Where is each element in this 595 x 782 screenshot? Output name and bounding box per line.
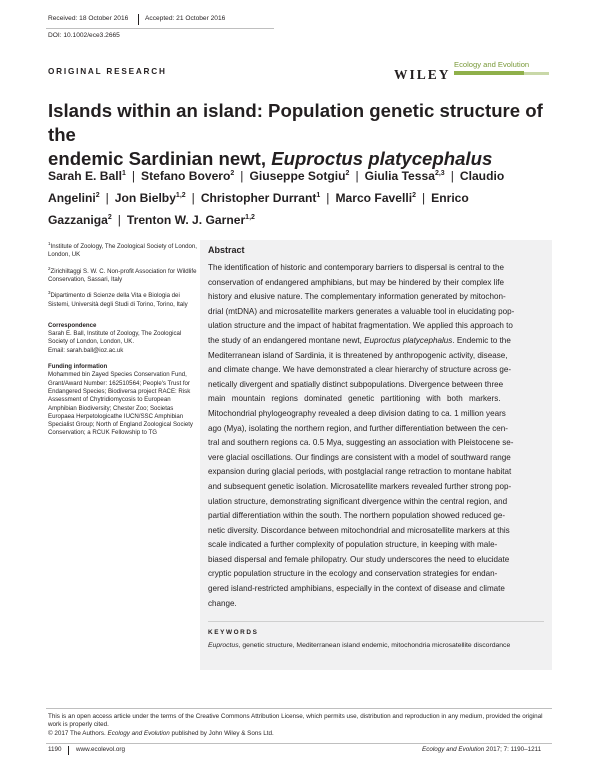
author: Stefano Bovero$^2$ bbox=[141, 169, 235, 184]
footer-rule-2 bbox=[46, 743, 552, 744]
correspondence-email[interactable]: Email: sarah.ball@ioz.ac.uk bbox=[48, 346, 124, 354]
author: Giuseppe Sotgiu$^2$ bbox=[249, 169, 350, 184]
author: Claudio Angelini$^2$ bbox=[48, 169, 505, 206]
side-info bbox=[48, 240, 198, 443]
abstract-box bbox=[200, 240, 552, 670]
abstract-line-species: the study of an endangered montane newt, Euproctus platycephalus. Endemic to the bbox=[208, 335, 511, 345]
author: Sarah E. Ball$^1$ bbox=[48, 169, 126, 184]
author: Marco Favelli$^2$ bbox=[335, 191, 416, 206]
footer-rule bbox=[46, 708, 552, 709]
keywords-heading: KEYWORDS bbox=[208, 629, 259, 636]
abstract-heading: Abstract bbox=[208, 245, 245, 255]
author: Enrico Gazzaniga$^2$ bbox=[48, 191, 469, 228]
author: Christopher Durrant$^1$ bbox=[200, 191, 321, 206]
affiliation: $^2$Zirichiltaggi S. W. C. Non-profit Association for Wildlife Conservation, Sassari, Italy bbox=[48, 265, 197, 283]
correspondence bbox=[48, 322, 198, 355]
correspondence-text: Sarah E. Ball, Institute of Zoology, The Zoological Society of London, London, UK. bbox=[48, 330, 182, 346]
title-line-1: Islands within an island: Population genetic structure of the bbox=[48, 100, 543, 145]
page-number: 1190 bbox=[48, 746, 62, 753]
funding-heading: Funding information bbox=[48, 363, 108, 371]
abstract-body: The identification of historic and contemporary barriers to dispersal is central to the conservation of endangered amphibians, but may be hindered by their complex life history and elusive nature. The complementary information generated by mitochon- drial (mtDNA) and microsatellite markers generates a valuable tool in elucidating pop- ulation structure and the impact of habitat fragmentation. We applied this approach to the study of an endangered montane newt, Euproctus platycephalus. Endemic to the Mediterranean island of Sardinia, it is threatened by anthropogenic activity, disease, and climate change. We have demonstrated a clear hierarchy of structure across ge- netically divergent and spatially distinct subpopulations. Divergence between three main mountain regions dominated genetic partitioning with both markers. Mitochondrial phylogeography revealed a deep division dating to ca. 1 million years ago (Mya), isolating the northern region, and further differentiation between the cen- tral and southern regions ca. 0.5 Mya, suggesting an association with Pleistocene se- vere glacial oscillations. Our findings are consistent with a model of southward range expansion during glacial periods, with postglacial range retraction to montane habitat and subsequent genetic isolation. Microsatellite markers revealed further strong pop- ulation structure, demonstrating significant divergence within the central region, and partial differentiation within the south. The northern population showed reduced ge- netic diversity. Discordance between mitochondrial and microsatellite markers at this scale indicated a further complexity of population structure, in keeping with male- biased dispersal and female philopatry. Our study underscores the need to elucidate cryptic population structure in the ecology and conservation strategies for endan- gered island-restricted amphibians, especially in the context of disease and climate change. bbox=[208, 261, 546, 611]
citation: Ecology and Evolution 2017; 7: 1190–1211 bbox=[422, 746, 542, 753]
license-text: This is an open access article under the terms of the Creative Commons Attribution License, which permits use, distribution and reproduction in any medium, provided the original work is properly cited. bbox=[48, 713, 543, 729]
affiliation: $^1$Institute of Zoology, The Zoological Society of London, London, UK bbox=[48, 241, 197, 259]
species-name: Euproctus platycephalus bbox=[271, 148, 493, 169]
header-rule bbox=[46, 28, 274, 29]
keywords-list: Euproctus, genetic structure, Mediterranean island endemic, mitochondria microsatellite discordance bbox=[208, 642, 511, 649]
author-list: Sarah E. Ball$^1$ | Stefano Bovero$^2$ | Giuseppe Sotgiu$^2$ | Giulia Tessa$^{2,3}$ | Claudio Angelini$^2$ | Jon Bielby$^{1,2}$ | Christopher Durrant$^1$ | Marco Favelli$^2$ | Enrico Gazzaniga$^2$ | Trenton W. J. Garner$^{1,2}$ bbox=[48, 169, 505, 228]
author: Giulia Tessa$^{2,3}$ bbox=[364, 169, 445, 184]
funding-text: Mohammed bin Zayed Species Conservation Fund, Grant/Award Number: 162510564; People's Trust for Endangered Species; Biodiversa project RACE: Risk Assessment of Chytridiomycosis to European Amphibian Biodiversity; Chester Zoo; Societas Europaea Herpetologicathe IUCN/SSC Amphibian Specialist Group; North of England Zoological Society Conservation; a RCUK Fellowship to TG bbox=[48, 371, 193, 437]
article-title bbox=[48, 99, 568, 171]
funding-info bbox=[48, 363, 198, 438]
doi: DOI: 10.1002/ece3.2665 bbox=[48, 32, 120, 39]
keywords-rule bbox=[208, 621, 544, 622]
header-divider bbox=[138, 14, 139, 25]
correspondence-heading: Correspondence bbox=[48, 321, 97, 329]
copyright: © 2017 The Authors. Ecology and Evolution published by John Wiley & Sons Ltd. bbox=[48, 730, 274, 737]
affiliation: $^3$Dipartimento di Scienze della Vita e Biologia dei Sistemi, Università degli Studi di Torino, Torino, Italy bbox=[48, 290, 188, 308]
journal-logo-bar bbox=[454, 71, 524, 75]
footer-divider bbox=[68, 746, 69, 755]
author: Trenton W. J. Garner$^{1,2}$ bbox=[126, 213, 255, 228]
title-line-2: endemic Sardinian newt, Euproctus platycephalus bbox=[48, 148, 493, 169]
received-date: Received: 18 October 2016 bbox=[48, 15, 129, 22]
section-label: ORIGINAL RESEARCH bbox=[48, 67, 167, 76]
journal-logo-bar-light bbox=[524, 72, 549, 75]
accepted-date: Accepted: 21 October 2016 bbox=[145, 15, 226, 22]
website-link[interactable]: www.ecolevol.org bbox=[76, 746, 125, 753]
journal-logo-text: Ecology and Evolution bbox=[454, 60, 530, 69]
wiley-wordmark: WILEY bbox=[394, 67, 451, 82]
author: Jon Bielby$^{1,2}$ bbox=[114, 191, 186, 206]
publisher-logo bbox=[394, 58, 554, 88]
